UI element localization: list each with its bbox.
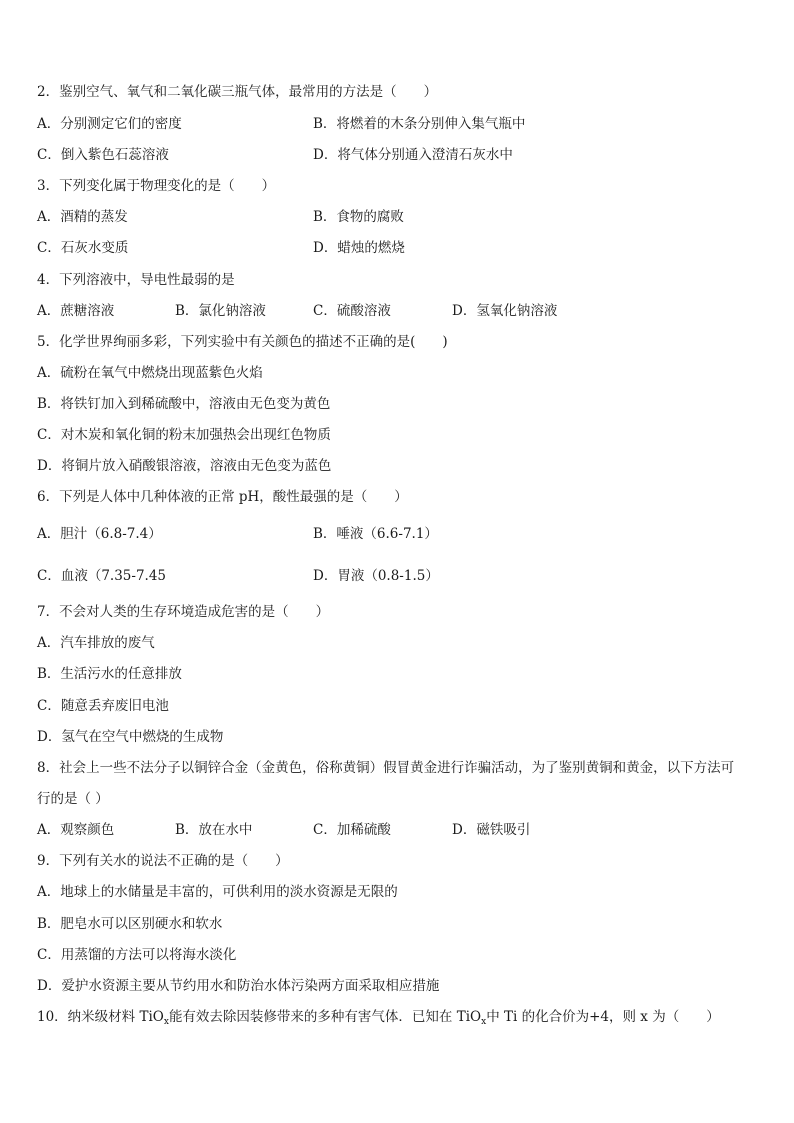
question-4-option-d: D．氢氧化钠溶液 [452,303,558,319]
question-8-stem-line-2: 行的是（ ） [37,791,109,807]
question-4-option-b: B．氯化钠溶液 [175,303,266,319]
question-6-option-d: D．胃液（0.8-1.5） [313,568,439,584]
question-8-option-c: C．加稀硫酸 [313,822,391,838]
question-9-option-c: C．用蒸馏的方法可以将海水淡化 [37,947,237,963]
question-2-option-d: D．将气体分别通入澄清石灰水中 [313,147,513,163]
question-3-option-c: C．石灰水变质 [37,240,129,256]
question-10-stem [37,1008,720,1026]
question-3-option-b: B．食物的腐败 [313,209,404,225]
question-8-option-d: D．磁铁吸引 [452,822,531,838]
question-8-option-a: A．观察颜色 [37,822,115,838]
question-9-option-a: A．地球上的水储量是丰富的，可供利用的淡水资源是无限的 [37,884,398,900]
question-6-option-b: B．唾液（6.6-7.1） [313,526,438,542]
question-9-option-b: B．肥皂水可以区别硬水和软水 [37,916,223,932]
question-10-text-part-3: 中 Ti 的化合价为+4，则 x 为（ ） [486,1009,720,1025]
question-6-option-a: A．胆汁（6.8-7.4） [37,526,162,542]
question-7-option-d: D．氢气在空气中燃烧的生成物 [37,729,224,745]
question-5-option-b: B．将铁钉加入到稀硫酸中，溶液由无色变为黄色 [37,396,331,412]
question-5-stem: 5．化学世界绚丽多彩，下列实验中有关颜色的描述不正确的是( ) [37,334,448,350]
question-10-text-part-2: 能有效去除因装修带来的多种有害气体．已知在 TiO [168,1009,482,1025]
question-2-stem: 2．鉴别空气、氧气和二氧化碳三瓶气体，最常用的方法是（ ） [37,84,438,100]
question-10-subscript-x-2: x [481,1017,487,1027]
question-3-option-a: A．酒精的蒸发 [37,209,128,225]
question-7-stem: 7．不会对人类的生存环境造成危害的是（ ） [37,604,330,620]
question-5-option-d: D．将铜片放入硝酸银溶液，溶液由无色变为蓝色 [37,458,332,474]
question-7-option-c: C．随意丢弃废旧电池 [37,698,169,714]
question-5-option-a: A．硫粉在氧气中燃烧出现蓝紫色火焰 [37,365,263,381]
question-7-option-b: B．生活污水的任意排放 [37,666,182,682]
question-4-option-c: C．硫酸溶液 [313,303,391,319]
question-10-text-part-1: 10．纳米级材料 TiO [37,1009,164,1025]
question-8-option-b: B．放在水中 [175,822,253,838]
question-10-subscript-x: x [163,1017,169,1027]
question-4-option-a: A．蔗糖溶液 [37,303,115,319]
question-4-stem: 4．下列溶液中，导电性最弱的是 [37,272,235,288]
question-6-stem: 6．下列是人体中几种体液的正常 pH，酸性最强的是（ ） [37,489,408,505]
question-8-stem-line-1: 8．社会上一些不法分子以铜锌合金（金黄色，俗称黄铜）假冒黄金进行诈骗活动，为了鉴别黄铜和黄金，以下方法可 [37,760,735,776]
question-6-option-c: C．血液（7.35-7.45 [37,568,167,584]
question-9-stem: 9．下列有关水的说法不正确的是（ ） [37,853,289,869]
question-2-option-c: C．倒入紫色石蕊溶液 [37,147,169,163]
question-2-option-a: A．分别测定它们的密度 [37,116,182,132]
question-3-stem: 3．下列变化属于物理变化的是（ ） [37,178,276,194]
question-9-option-d: D．爱护水资源主要从节约用水和防治水体污染两方面采取相应措施 [37,978,440,994]
question-3-option-d: D．蜡烛的燃烧 [313,240,405,256]
question-5-option-c: C．对木炭和氧化铜的粉末加强热会出现红色物质 [37,427,331,443]
question-2-option-b: B．将燃着的木条分别伸入集气瓶中 [313,116,526,132]
question-7-option-a: A．汽车排放的废气 [37,635,155,651]
